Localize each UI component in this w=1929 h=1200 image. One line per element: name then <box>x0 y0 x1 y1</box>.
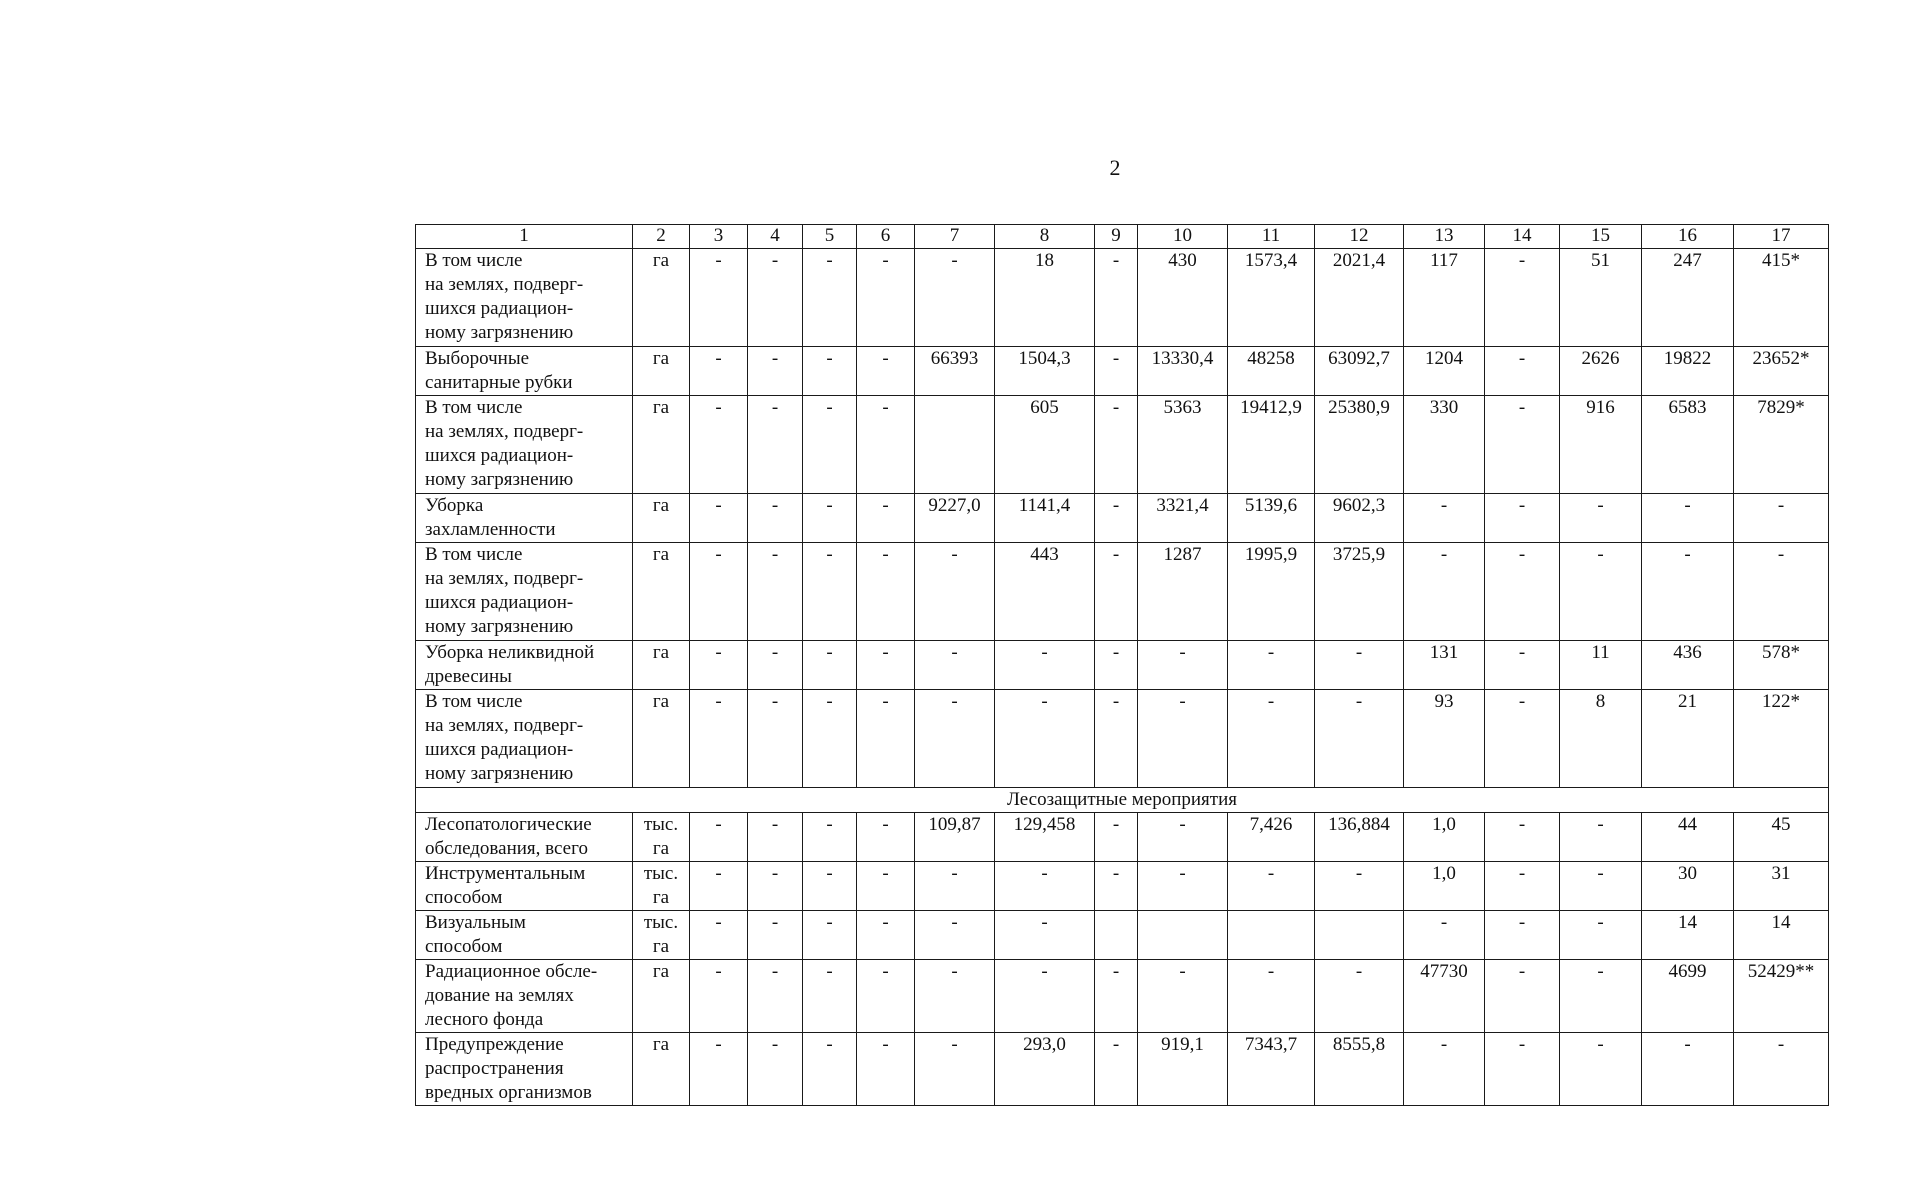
table-row <box>416 862 1829 911</box>
value-cell: 52429** <box>1734 960 1829 1033</box>
value-cell: - <box>1228 641 1315 690</box>
row-label: В том числе на землях, подверг- шихся радиацион- ному загрязнению <box>416 249 633 347</box>
value-cell: - <box>690 347 748 396</box>
value-cell: 18 <box>995 249 1095 347</box>
value-cell: - <box>1404 543 1485 641</box>
value-cell: 66393 <box>915 347 995 396</box>
value-cell: 330 <box>1404 396 1485 494</box>
value-cell: 11 <box>1560 641 1642 690</box>
value-cell: - <box>1560 494 1642 543</box>
value-cell <box>1228 911 1315 960</box>
value-cell: - <box>690 543 748 641</box>
value-cell: - <box>915 862 995 911</box>
value-cell: - <box>1315 690 1404 788</box>
column-number: 11 <box>1228 225 1315 249</box>
value-cell: 919,1 <box>1138 1033 1228 1106</box>
value-cell: - <box>915 641 995 690</box>
value-cell: - <box>748 1033 803 1106</box>
column-number: 8 <box>995 225 1095 249</box>
value-cell: 23652* <box>1734 347 1829 396</box>
value-cell: 45 <box>1734 813 1829 862</box>
value-cell: - <box>690 249 748 347</box>
unit-cell: га <box>633 494 690 543</box>
value-cell: - <box>857 911 915 960</box>
value-cell: - <box>748 249 803 347</box>
value-cell: - <box>748 641 803 690</box>
value-cell: - <box>1485 396 1560 494</box>
value-cell: 2021,4 <box>1315 249 1404 347</box>
value-cell: - <box>1095 543 1138 641</box>
value-cell: - <box>857 1033 915 1106</box>
value-cell: 44 <box>1642 813 1734 862</box>
value-cell: - <box>748 543 803 641</box>
value-cell: - <box>995 690 1095 788</box>
value-cell: - <box>803 862 857 911</box>
value-cell: - <box>748 813 803 862</box>
unit-cell: га <box>633 396 690 494</box>
column-number: 6 <box>857 225 915 249</box>
unit-cell: тыс. га <box>633 813 690 862</box>
value-cell: - <box>803 641 857 690</box>
value-cell: 9227,0 <box>915 494 995 543</box>
value-cell: 7,426 <box>1228 813 1315 862</box>
value-cell: - <box>1485 347 1560 396</box>
row-label: В том числе на землях, подверг- шихся радиацион- ному загрязнению <box>416 690 633 788</box>
value-cell: - <box>915 960 995 1033</box>
value-cell: - <box>857 813 915 862</box>
value-cell: - <box>1485 862 1560 911</box>
table-row <box>416 494 1829 543</box>
value-cell: - <box>1315 862 1404 911</box>
value-cell: 8 <box>1560 690 1642 788</box>
column-number: 4 <box>748 225 803 249</box>
column-number: 12 <box>1315 225 1404 249</box>
value-cell: 117 <box>1404 249 1485 347</box>
value-cell: 430 <box>1138 249 1228 347</box>
value-cell: 2626 <box>1560 347 1642 396</box>
value-cell: 19412,9 <box>1228 396 1315 494</box>
value-cell: 14 <box>1734 911 1829 960</box>
table-row <box>416 690 1829 788</box>
value-cell: - <box>995 911 1095 960</box>
value-cell: - <box>857 494 915 543</box>
value-cell: - <box>748 960 803 1033</box>
table-row <box>416 813 1829 862</box>
value-cell: - <box>1642 543 1734 641</box>
value-cell: 293,0 <box>995 1033 1095 1106</box>
value-cell: 19822 <box>1642 347 1734 396</box>
table-row <box>416 396 1829 494</box>
value-cell: - <box>1560 911 1642 960</box>
column-number: 16 <box>1642 225 1734 249</box>
value-cell: - <box>748 911 803 960</box>
value-cell <box>1138 911 1228 960</box>
value-cell: 1141,4 <box>995 494 1095 543</box>
value-cell: - <box>1734 1033 1829 1106</box>
value-cell: - <box>1228 862 1315 911</box>
value-cell <box>1315 911 1404 960</box>
row-label: Инструментальным способом <box>416 862 633 911</box>
value-cell: - <box>995 960 1095 1033</box>
value-cell: - <box>1404 911 1485 960</box>
column-number: 2 <box>633 225 690 249</box>
unit-cell: га <box>633 543 690 641</box>
value-cell: - <box>1642 494 1734 543</box>
value-cell: - <box>1095 1033 1138 1106</box>
value-cell: - <box>803 1033 857 1106</box>
row-label: Выборочные санитарные рубки <box>416 347 633 396</box>
value-cell: - <box>1315 641 1404 690</box>
value-cell: 13330,4 <box>1138 347 1228 396</box>
unit-cell: га <box>633 960 690 1033</box>
value-cell: - <box>1485 690 1560 788</box>
value-cell: - <box>1138 862 1228 911</box>
column-number: 1 <box>416 225 633 249</box>
value-cell: - <box>915 543 995 641</box>
value-cell: - <box>1734 543 1829 641</box>
value-cell: - <box>1485 543 1560 641</box>
value-cell: 31 <box>1734 862 1829 911</box>
header-row <box>416 225 1829 249</box>
value-cell: 578* <box>1734 641 1829 690</box>
value-cell: - <box>1228 960 1315 1033</box>
value-cell: - <box>857 249 915 347</box>
value-cell: - <box>915 249 995 347</box>
value-cell: - <box>803 690 857 788</box>
value-cell: - <box>1095 813 1138 862</box>
table-row <box>416 911 1829 960</box>
unit-cell: тыс. га <box>633 862 690 911</box>
row-label: В том числе на землях, подверг- шихся радиацион- ному загрязнению <box>416 543 633 641</box>
value-cell: 47730 <box>1404 960 1485 1033</box>
row-label: Радиационное обсле- дование на землях лесного фонда <box>416 960 633 1033</box>
value-cell: - <box>915 1033 995 1106</box>
value-cell: 9602,3 <box>1315 494 1404 543</box>
value-cell: - <box>690 641 748 690</box>
data-table <box>415 224 1829 1106</box>
value-cell: - <box>1095 347 1138 396</box>
value-cell: - <box>857 862 915 911</box>
row-label: Предупреждение распространения вредных организмов <box>416 1033 633 1106</box>
value-cell: - <box>803 347 857 396</box>
unit-cell: га <box>633 1033 690 1106</box>
value-cell: - <box>995 641 1095 690</box>
value-cell: - <box>690 494 748 543</box>
column-number: 3 <box>690 225 748 249</box>
unit-cell: тыс. га <box>633 911 690 960</box>
value-cell: 21 <box>1642 690 1734 788</box>
column-number: 17 <box>1734 225 1829 249</box>
value-cell: 3725,9 <box>1315 543 1404 641</box>
value-cell: - <box>1485 641 1560 690</box>
value-cell: 131 <box>1404 641 1485 690</box>
unit-cell: га <box>633 641 690 690</box>
value-cell: - <box>915 911 995 960</box>
value-cell: - <box>1485 249 1560 347</box>
section-row <box>416 788 1829 813</box>
value-cell: 5139,6 <box>1228 494 1315 543</box>
row-label: Визуальным способом <box>416 911 633 960</box>
value-cell: - <box>1315 960 1404 1033</box>
value-cell <box>915 396 995 494</box>
value-cell: - <box>690 396 748 494</box>
value-cell: 3321,4 <box>1138 494 1228 543</box>
value-cell: - <box>803 911 857 960</box>
value-cell: - <box>1095 960 1138 1033</box>
row-label: Уборка захламленности <box>416 494 633 543</box>
value-cell: 63092,7 <box>1315 347 1404 396</box>
value-cell: - <box>1095 862 1138 911</box>
value-cell: - <box>1560 960 1642 1033</box>
value-cell: 1204 <box>1404 347 1485 396</box>
value-cell: 1573,4 <box>1228 249 1315 347</box>
column-number: 10 <box>1138 225 1228 249</box>
value-cell: - <box>803 249 857 347</box>
value-cell: - <box>1095 690 1138 788</box>
value-cell: 443 <box>995 543 1095 641</box>
value-cell: - <box>915 690 995 788</box>
value-cell: 25380,9 <box>1315 396 1404 494</box>
column-number: 5 <box>803 225 857 249</box>
value-cell: - <box>690 690 748 788</box>
section-title: Лесозащитные мероприятия <box>416 788 1829 813</box>
value-cell: 7829* <box>1734 396 1829 494</box>
value-cell: - <box>857 690 915 788</box>
row-label: Лесопатологические обследования, всего <box>416 813 633 862</box>
value-cell: - <box>1485 813 1560 862</box>
value-cell: 122* <box>1734 690 1829 788</box>
value-cell: - <box>1485 911 1560 960</box>
column-number: 14 <box>1485 225 1560 249</box>
value-cell: - <box>1095 641 1138 690</box>
value-cell: 14 <box>1642 911 1734 960</box>
value-cell: 136,884 <box>1315 813 1404 862</box>
value-cell: - <box>1404 1033 1485 1106</box>
row-label: Уборка неликвидной древесины <box>416 641 633 690</box>
column-number: 13 <box>1404 225 1485 249</box>
table-row <box>416 960 1829 1033</box>
value-cell: - <box>690 813 748 862</box>
value-cell: 605 <box>995 396 1095 494</box>
value-cell: 916 <box>1560 396 1642 494</box>
value-cell: 8555,8 <box>1315 1033 1404 1106</box>
table-row <box>416 347 1829 396</box>
value-cell: - <box>1485 494 1560 543</box>
value-cell: - <box>1560 813 1642 862</box>
value-cell: - <box>1560 1033 1642 1106</box>
value-cell: - <box>690 1033 748 1106</box>
value-cell: - <box>1095 249 1138 347</box>
value-cell: - <box>1485 1033 1560 1106</box>
column-number: 9 <box>1095 225 1138 249</box>
value-cell: 48258 <box>1228 347 1315 396</box>
value-cell: - <box>1095 494 1138 543</box>
value-cell: - <box>748 347 803 396</box>
column-number: 7 <box>915 225 995 249</box>
value-cell: - <box>1642 1033 1734 1106</box>
value-cell: - <box>1138 960 1228 1033</box>
value-cell: - <box>1485 960 1560 1033</box>
value-cell: - <box>1095 396 1138 494</box>
value-cell: - <box>748 396 803 494</box>
value-cell: 1287 <box>1138 543 1228 641</box>
value-cell: - <box>1404 494 1485 543</box>
value-cell: - <box>690 960 748 1033</box>
value-cell: 93 <box>1404 690 1485 788</box>
value-cell: 30 <box>1642 862 1734 911</box>
value-cell: - <box>748 862 803 911</box>
value-cell: - <box>1560 862 1642 911</box>
value-cell: - <box>857 347 915 396</box>
value-cell: - <box>1138 813 1228 862</box>
value-cell: - <box>690 911 748 960</box>
value-cell: 415* <box>1734 249 1829 347</box>
value-cell: 4699 <box>1642 960 1734 1033</box>
value-cell: 1995,9 <box>1228 543 1315 641</box>
value-cell: - <box>1734 494 1829 543</box>
value-cell: - <box>857 960 915 1033</box>
value-cell: 247 <box>1642 249 1734 347</box>
value-cell <box>1095 911 1138 960</box>
value-cell: 5363 <box>1138 396 1228 494</box>
value-cell: - <box>803 813 857 862</box>
value-cell: 436 <box>1642 641 1734 690</box>
value-cell: - <box>803 543 857 641</box>
value-cell: - <box>857 543 915 641</box>
value-cell: 129,458 <box>995 813 1095 862</box>
column-number: 15 <box>1560 225 1642 249</box>
value-cell: 7343,7 <box>1228 1033 1315 1106</box>
page-number: 2 <box>1109 155 1121 180</box>
value-cell: - <box>1138 641 1228 690</box>
value-cell: - <box>1228 690 1315 788</box>
row-label: В том числе на землях, подверг- шихся радиацион- ному загрязнению <box>416 396 633 494</box>
table-row <box>416 249 1829 347</box>
value-cell: 51 <box>1560 249 1642 347</box>
value-cell: - <box>857 396 915 494</box>
value-cell: - <box>803 494 857 543</box>
table-row <box>416 543 1829 641</box>
value-cell: - <box>748 494 803 543</box>
unit-cell: га <box>633 347 690 396</box>
value-cell: - <box>1138 690 1228 788</box>
unit-cell: га <box>633 249 690 347</box>
unit-cell: га <box>633 690 690 788</box>
value-cell: - <box>748 690 803 788</box>
value-cell: - <box>803 396 857 494</box>
value-cell: - <box>690 862 748 911</box>
value-cell: 1504,3 <box>995 347 1095 396</box>
value-cell: - <box>995 862 1095 911</box>
value-cell: 1,0 <box>1404 862 1485 911</box>
value-cell: 1,0 <box>1404 813 1485 862</box>
value-cell: 6583 <box>1642 396 1734 494</box>
table-row <box>416 641 1829 690</box>
value-cell: - <box>1560 543 1642 641</box>
table-row <box>416 1033 1829 1106</box>
value-cell: - <box>803 960 857 1033</box>
value-cell: 109,87 <box>915 813 995 862</box>
value-cell: - <box>857 641 915 690</box>
